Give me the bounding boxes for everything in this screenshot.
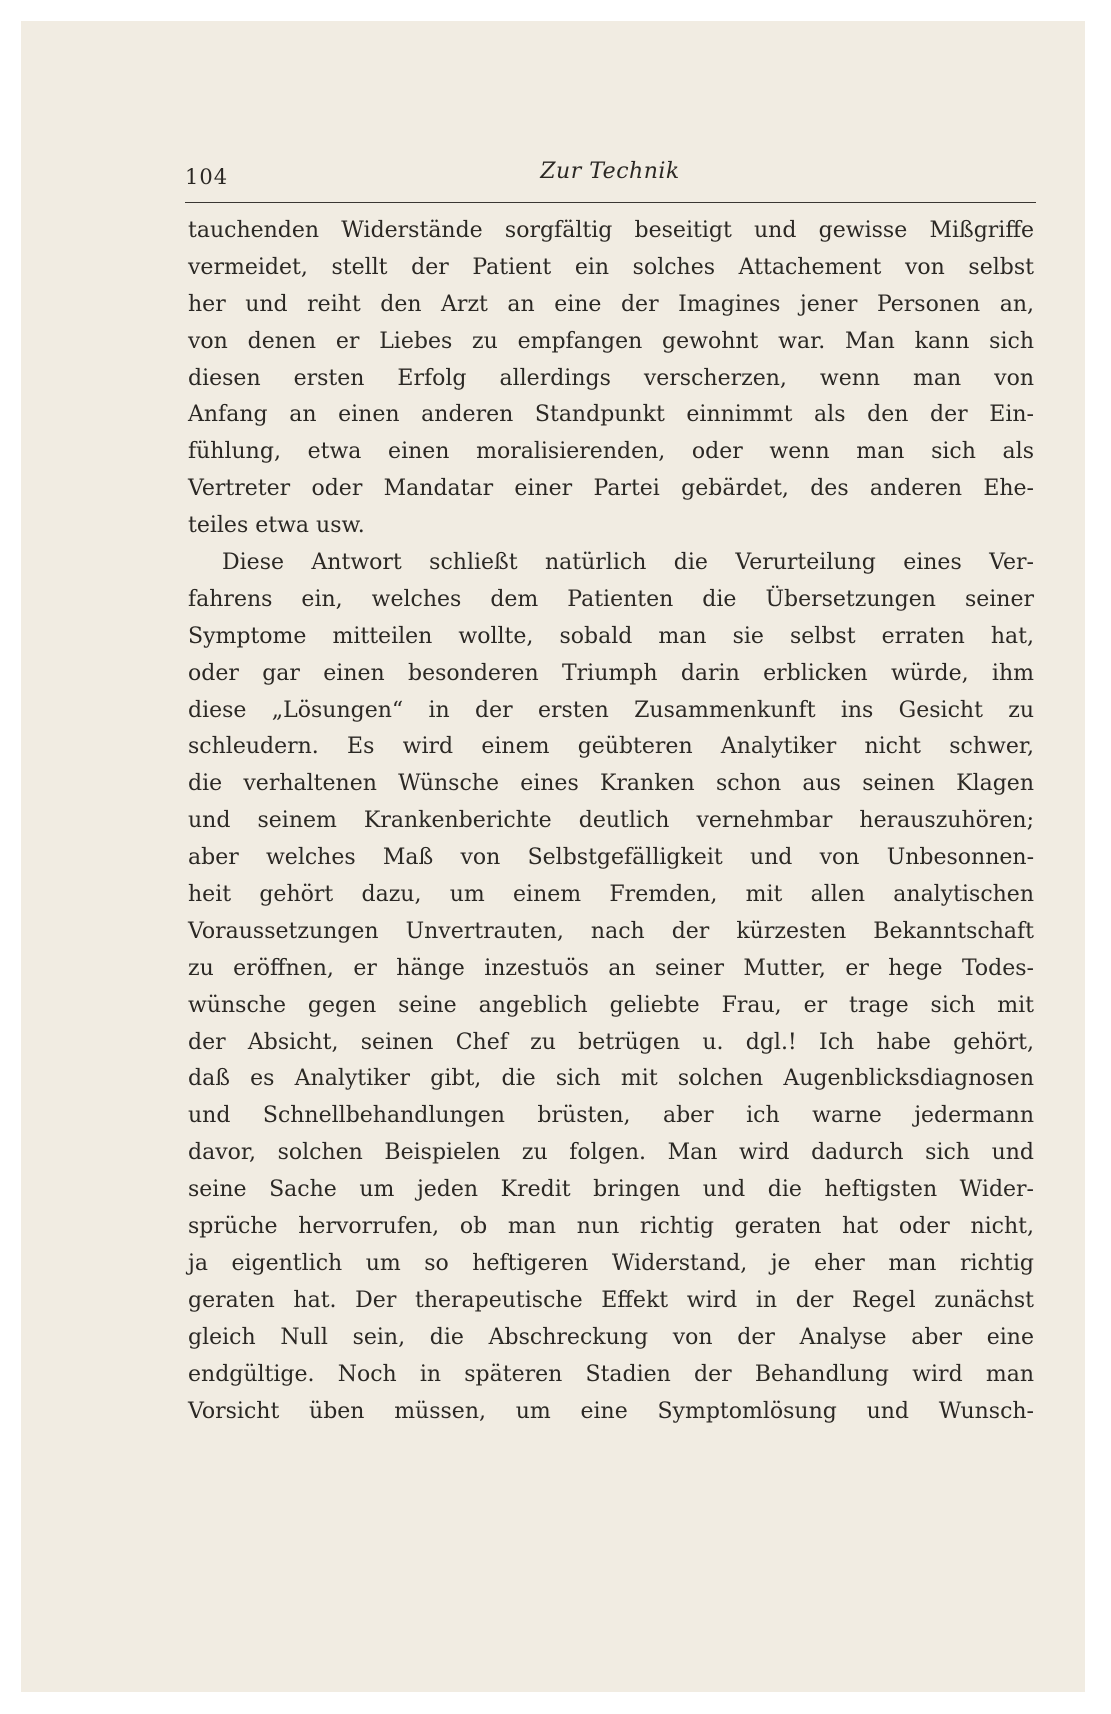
text-line: Vertreter oder Mandatar einer Partei gebärdet, des anderen Ehe- <box>188 476 1034 502</box>
text-line: Vorsicht üben müssen, um eine Symptomlösung und Wunsch- <box>188 1398 1034 1424</box>
text-line: Diese Antwort schließt natürlich die Verurteilung eines Ver- <box>222 550 1034 576</box>
text-line: daß es Analytiker gibt, die sich mit solchen Augenblicksdiagnosen <box>188 1066 1034 1092</box>
text-line: her und reiht den Arzt an eine der Imagines jener Personen an, <box>188 291 1034 317</box>
running-title: Zur Technik <box>540 159 680 184</box>
text-line: endgültige. Noch in späteren Stadien der Behandlung wird man <box>188 1361 1034 1387</box>
text-line: fahrens ein, welches dem Patienten die Übersetzungen seiner <box>188 586 1034 612</box>
book-page <box>21 21 1085 1692</box>
page-number: 104 <box>185 165 229 189</box>
text-line: der Absicht, seinen Chef zu betrügen u. dgl.! Ich habe gehört, <box>188 1029 1034 1055</box>
text-line: Voraussetzungen Unvertrauten, nach der kürzesten Bekanntschaft <box>188 918 1034 944</box>
text-line: zu eröffnen, er hänge inzestuös an seiner Mutter, er hege Todes- <box>188 955 1034 981</box>
text-line: ja eigentlich um so heftigeren Widerstand, je eher man richtig <box>188 1250 1034 1276</box>
text-line: diese „Lösungen“ in der ersten Zusammenkunft ins Gesicht zu <box>188 697 1034 723</box>
text-line: schleudern. Es wird einem geübteren Analytiker nicht schwer, <box>188 734 1034 760</box>
header-rule <box>185 202 1036 203</box>
text-line: die verhaltenen Wünsche eines Kranken schon aus seinen Klagen <box>188 771 1034 797</box>
text-line: teiles etwa usw. <box>188 513 365 539</box>
text-line: vermeidet, stellt der Patient ein solches Attachement von selbst <box>188 254 1034 280</box>
text-line: Anfang an einen anderen Standpunkt einnimmt als den der Ein- <box>188 402 1034 428</box>
text-line: Symptome mitteilen wollte, sobald man sie selbst erraten hat, <box>188 623 1034 649</box>
text-line: oder gar einen besonderen Triumph darin erblicken würde, ihm <box>188 660 1034 686</box>
text-line: und seinem Krankenberichte deutlich vernehmbar herauszuhören; <box>188 808 1034 834</box>
text-line: seine Sache um jeden Kredit bringen und die heftigsten Wider- <box>188 1177 1034 1203</box>
page-header <box>185 149 1035 189</box>
text-line: heit gehört dazu, um einem Fremden, mit allen analytischen <box>188 882 1034 908</box>
text-line: geraten hat. Der therapeutische Effekt wird in der Regel zunächst <box>188 1287 1034 1313</box>
body-text <box>188 213 1034 1430</box>
text-line: und Schnellbehandlungen brüsten, aber ich warne jedermann <box>188 1103 1034 1129</box>
text-line: davor, solchen Beispielen zu folgen. Man wird dadurch sich und <box>188 1140 1034 1166</box>
text-line: tauchenden Widerstände sorgfältig beseitigt und gewisse Mißgriffe <box>188 218 1034 243</box>
text-line: aber welches Maß von Selbstgefälligkeit und von Unbesonnen- <box>188 845 1034 871</box>
text-line: wünsche gegen seine angeblich geliebte Frau, er trage sich mit <box>188 992 1034 1018</box>
text-line: diesen ersten Erfolg allerdings verscherzen, wenn man von <box>188 365 1034 391</box>
text-line: fühlung, etwa einen moralisierenden, oder wenn man sich als <box>188 439 1034 465</box>
text-line: von denen er Liebes zu empfangen gewohnt war. Man kann sich <box>188 328 1034 354</box>
text-line: gleich Null sein, die Abschreckung von der Analyse aber eine <box>188 1324 1034 1350</box>
text-line: sprüche hervorrufen, ob man nun richtig geraten hat oder nicht, <box>188 1214 1034 1240</box>
